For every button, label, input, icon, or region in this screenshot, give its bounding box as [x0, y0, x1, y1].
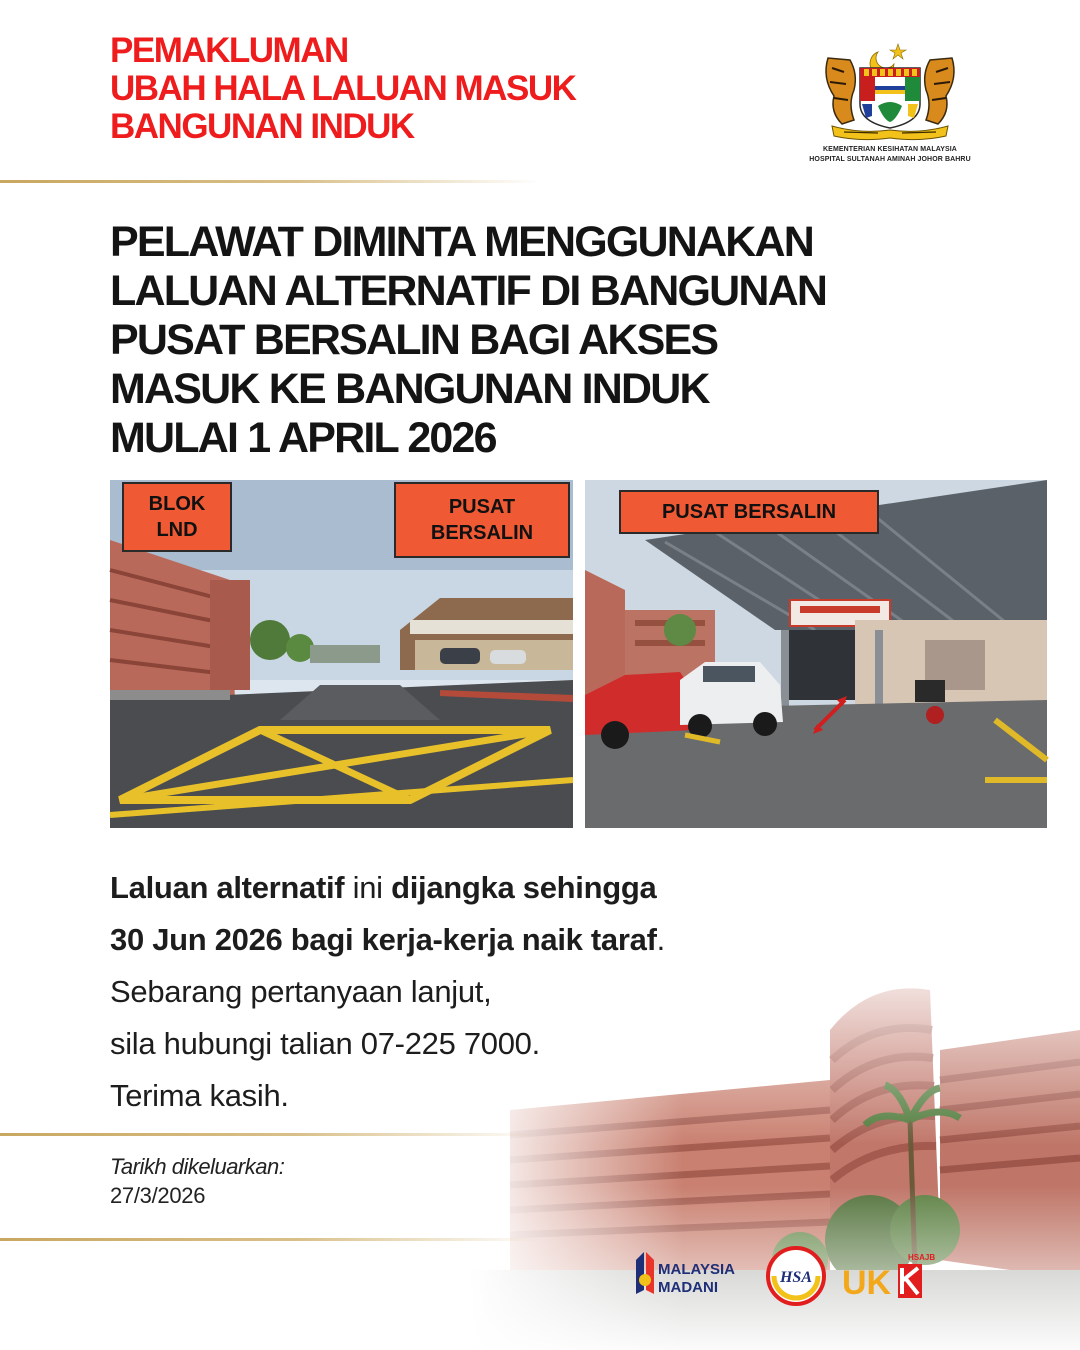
- issued-date-label: Tarikh dikeluarkan:: [110, 1154, 285, 1179]
- body-line-2-plain: .: [656, 922, 665, 957]
- malaysia-madani-logo: [636, 1252, 735, 1296]
- top-divider: [0, 180, 540, 183]
- malaysia-coat-of-arms-icon: [820, 38, 960, 143]
- headline-line-5: MULAI 1 APRIL 2026: [110, 414, 496, 462]
- body-line-4: sila hubungi talian 07-225 7000.: [110, 1026, 540, 1061]
- svg-text:HSAJB: HSAJB: [908, 1253, 936, 1262]
- hsa-logo: [768, 1248, 824, 1304]
- notice-title: [110, 32, 710, 146]
- body-line-1-bold-b: dijangka sehingga: [391, 870, 657, 905]
- body-line-3: Sebarang pertanyaan lanjut,: [110, 974, 492, 1009]
- headline-line-2: LALUAN ALTERNATIF DI BANGUNAN: [110, 267, 827, 315]
- body-line-1: [110, 862, 870, 914]
- label-pusat-bersalin-left-line-2: BERSALIN: [430, 522, 534, 544]
- crest-caption-ministry: KEMENTERIAN KESIHATAN MALAYSIA: [823, 146, 957, 153]
- label-pusat-bersalin-right-text: PUSAT BERSALIN: [661, 501, 837, 523]
- bottom-divider-lower: [0, 1238, 540, 1241]
- headline-line-1: PELAWAT DIMINTA MENGGUNAKAN: [110, 218, 814, 266]
- label-pusat-bersalin-left-line-1: PUSAT: [448, 496, 516, 518]
- svg-text:HSA: HSA: [779, 1269, 813, 1286]
- svg-text:MALAYSIA: MALAYSIA: [658, 1261, 735, 1278]
- crest-caption-hospital: HOSPITAL SULTANAH AMINAH JOHOR BAHRU: [809, 156, 971, 163]
- body-line-1-plain: ini: [344, 870, 392, 905]
- body-line-1-bold-a: Laluan alternatif: [110, 870, 345, 905]
- body-line-2-bold: 30 Jun 2026 bagi kerja-kerja naik taraf: [110, 922, 657, 957]
- notice-title-line-1: PEMAKLUMAN: [110, 31, 348, 70]
- label-blok-lnd-line-2: LND: [156, 519, 198, 541]
- crest-caption: [800, 145, 980, 165]
- body-line-2: [110, 914, 870, 966]
- label-pusat-bersalin-right: [619, 490, 879, 534]
- photo-maternity-entrance: [585, 480, 1047, 828]
- body-line-5: Terima kasih.: [110, 1078, 289, 1113]
- notice-body: [110, 862, 870, 1122]
- bottom-divider-upper: [0, 1133, 540, 1136]
- label-pusat-bersalin-left: [394, 482, 570, 558]
- label-blok-lnd: [122, 482, 232, 552]
- partner-logos: [630, 1240, 936, 1306]
- ukk-logo: [842, 1253, 935, 1302]
- photo-entrance-road: [110, 480, 573, 828]
- headline-line-4: MASUK KE BANGUNAN INDUK: [110, 365, 709, 413]
- issued-date-value: 27/3/2026: [110, 1183, 206, 1208]
- headline: [110, 218, 970, 463]
- svg-text:UK: UK: [842, 1264, 892, 1302]
- ministry-crest: [800, 38, 980, 173]
- notice-title-line-3: BANGUNAN INDUK: [110, 107, 414, 146]
- svg-text:MADANI: MADANI: [658, 1279, 718, 1296]
- notice-title-line-2: UBAH HALA LALUAN MASUK: [110, 69, 576, 108]
- headline-line-3: PUSAT BERSALIN BAGI AKSES: [110, 316, 718, 364]
- label-blok-lnd-line-1: BLOK: [148, 493, 206, 515]
